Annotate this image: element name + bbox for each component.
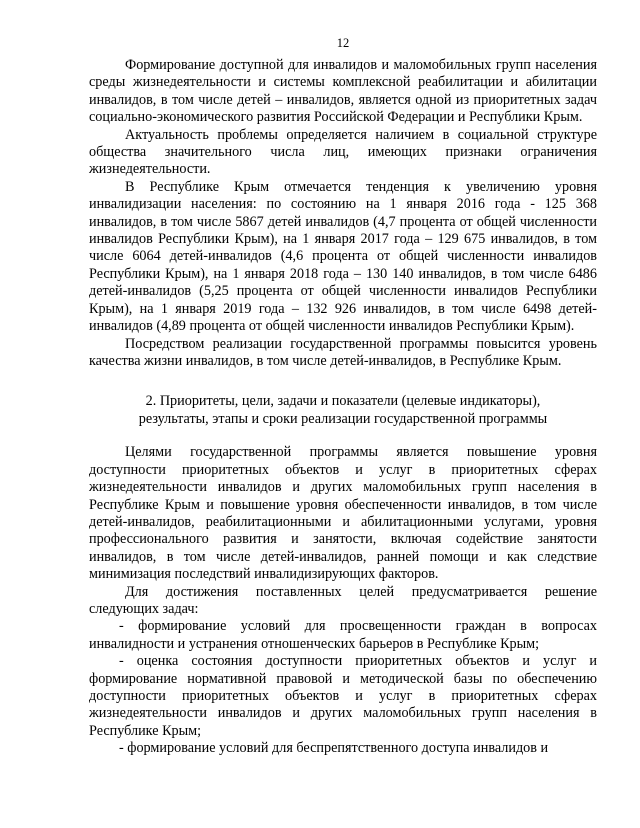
paragraph-statistics: В Республике Крым отмечается тенденция к увеличению уровня инвалидизации населения: по состоянию на 1 января 2016 года - 125 368 инвалидов, в том числе 5867 детей инвалидов (4,7 процента от общей численности инвалидов Республики Крым), на 1 января 2017 года – 129 675 инвалидов, в том числе 6064 детей-инвалидов (4,6 процента от общей численности инвалидов Республики Крым), на 1 января 2018 года – 130 140 инвалидов, в том числе 6486 детей-инвалидов (5,25 процента от общей численности инвалидов Республики Крым), на 1 января 2019 года – 132 926 инвалидов, в том числе 6498 детей-инвалидов (4,89 процента от общей численности инвалидов Республики Крым).: [89, 178, 597, 335]
section-heading: [89, 392, 597, 428]
paragraph-intro: Формирование доступной для инвалидов и маломобильных групп населения среды жизнедеятельности и системы комплексной реабилитации и абилитации инвалидов, в том числе детей – инвалидов, является одной из приоритетных задач социально-экономического развития Российской Федерации и Республики Крым.: [89, 57, 597, 126]
paragraph-relevance: Актуальность проблемы определяется наличием в социальной структуре общества значительного числа лиц, имеющих признаки ограничения жизнедеятельности.: [89, 126, 597, 178]
task-item: - формирование условий для просвещенности граждан в вопросах инвалидности и устранения отношенческих барьеров в Республике Крым;: [89, 618, 597, 652]
section-heading-line-2: результаты, этапы и сроки реализации государственной программы: [138, 411, 548, 428]
page-number: 12: [336, 36, 350, 50]
paragraph-tasks-intro: Для достижения поставленных целей предусматривается решение следующих задач:: [89, 583, 597, 617]
document-page: [89, 36, 597, 758]
task-item: - оценка состояния доступности приоритетных объектов и услуг и формирование нормативной правовой и методической базы по обеспечению доступности приоритетных объектов и услуг в приоритетных сферах жизнедеятельности инвалидов и других маломобильных групп населения в Республике Крым;: [89, 653, 597, 739]
task-item: - формирование условий для беспрепятственного доступа инвалидов и: [119, 740, 549, 757]
paragraph-outcome: Посредством реализации государственной программы повысится уровень качества жизни инвалидов, в том числе детей-инвалидов, в Республике Крым.: [89, 335, 597, 369]
section-heading-line-1: 2. Приоритеты, цели, задачи и показатели (целевые индикаторы),: [145, 393, 541, 410]
paragraph-goals: Целями государственной программы является повышение уровня доступности приоритетных объектов и услуг в приоритетных сферах жизнедеятельности инвалидов и других маломобильных групп населения в Республике Крым и повышение уровня обеспеченности инвалидов, в том числе детей-инвалидов, реабилитационными и абилитационными услугами, уровня профессионального развития и занятости, включая содействие занятости инвалидов, в том числе детей-инвалидов, ранней помощи и как следствие минимизация последствий инвалидизирующих факторов.: [89, 444, 597, 583]
